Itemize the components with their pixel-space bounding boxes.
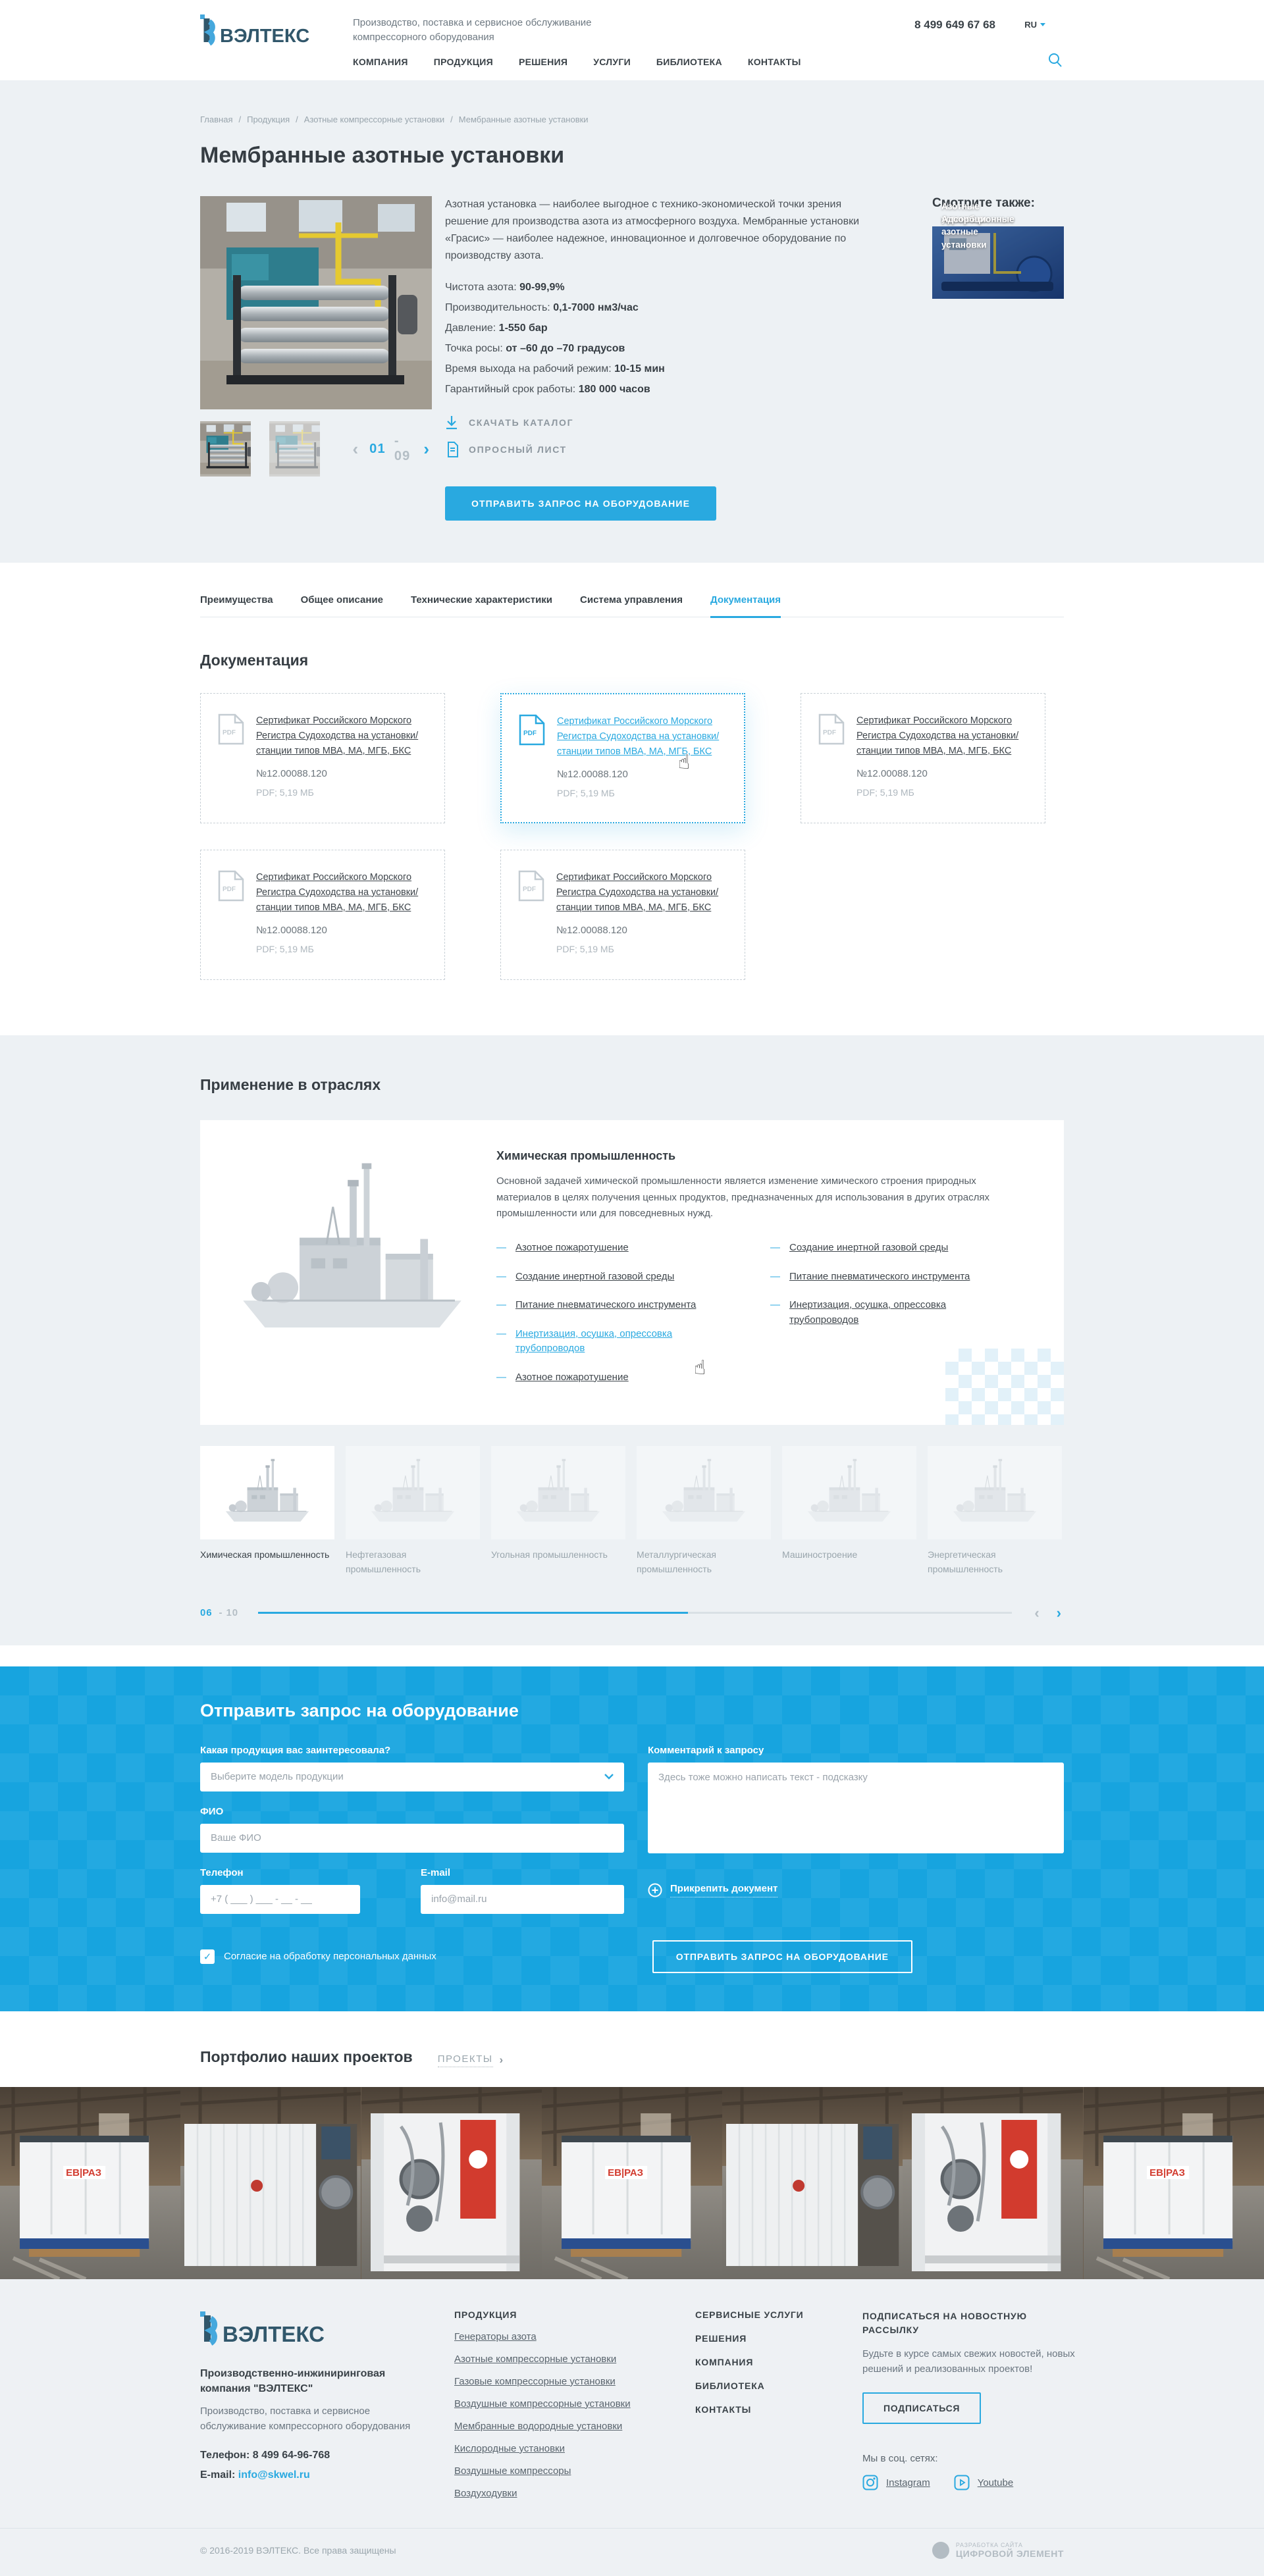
language-switcher[interactable] bbox=[1024, 20, 1045, 30]
youtube-icon bbox=[954, 2475, 970, 2490]
footer-email-link[interactable]: info@skwel.ru bbox=[238, 2469, 310, 2481]
industry-chemical[interactable]: Химическая промышленность bbox=[200, 1446, 334, 1576]
application-item: — Создание инертной газовой среды bbox=[770, 1241, 1007, 1256]
gallery-pagination bbox=[350, 434, 433, 464]
dash-bullet-icon bbox=[496, 1270, 506, 1285]
application-item: — Азотное пожаротушение bbox=[496, 1370, 733, 1385]
dash-bullet-icon bbox=[496, 1298, 506, 1313]
comment-field-label: Комментарий к запросу bbox=[648, 1744, 764, 1756]
footer-bottom-bar bbox=[0, 2528, 1264, 2576]
document-meta: PDF; 5,19 МБ bbox=[556, 944, 614, 955]
nav-item-contacts[interactable]: КОНТАКТЫ bbox=[747, 57, 801, 67]
project-photo[interactable] bbox=[0, 2087, 180, 2279]
nav-item-company[interactable]: КОМПАНИЯ bbox=[353, 57, 408, 67]
footer-logo[interactable] bbox=[200, 2309, 434, 2348]
document-meta: PDF; 5,19 МБ bbox=[256, 787, 314, 798]
subscribe-heading: ПОДПИСАТЬСЯ НА НОВОСТНУЮ РАССЫЛКУ bbox=[862, 2310, 1027, 2335]
document-card[interactable]: PDF Сертификат Российского Морского Регистра Судоходства на установки/станции типов МВА, МА, МГБ, БКС №12.00088.120 PDF; 5,19 МБ bbox=[500, 850, 745, 980]
product-hero-section bbox=[0, 80, 1264, 563]
footer-link-oxygen-units[interactable]: Кислородные установки bbox=[454, 2442, 565, 2454]
comment-field[interactable] bbox=[648, 1763, 1064, 1853]
pdf-file-icon bbox=[818, 713, 845, 745]
project-photo[interactable] bbox=[361, 2087, 542, 2279]
spec-capacity: Производительность: 0,1-7000 нм3/час bbox=[445, 301, 639, 313]
name-field-label: ФИО bbox=[200, 1805, 224, 1817]
product-select-label: Какая продукция вас заинтересовала? bbox=[200, 1744, 391, 1756]
spec-pressure: Давление: 1-550 бар bbox=[445, 322, 548, 334]
gallery-thumbnail-1[interactable] bbox=[200, 421, 251, 477]
document-meta: PDF; 5,19 МБ bbox=[557, 788, 615, 799]
industry-thumbnail-illustration bbox=[509, 1458, 608, 1527]
footer-email: E-mail: info@skwel.ru bbox=[200, 2469, 310, 2481]
product-gallery bbox=[200, 196, 432, 521]
dash-bullet-icon bbox=[770, 1270, 780, 1285]
industries-pagination bbox=[200, 1606, 1064, 1620]
breadcrumb bbox=[200, 115, 1064, 124]
svg-text:ВЭЛТЕКС: ВЭЛТЕКС bbox=[223, 2321, 325, 2346]
footer-link-air-compressor-units[interactable]: Воздушные компрессорные установки bbox=[454, 2398, 631, 2409]
product-model-select[interactable]: Выберите модель продукции bbox=[200, 1763, 624, 1791]
industry-coal[interactable]: Угольная промышленность bbox=[491, 1446, 625, 1576]
industries-carousel bbox=[200, 1446, 1064, 1576]
see-also-sidebar bbox=[932, 196, 1064, 521]
document-card[interactable]: PDF Сертификат Российского Морского Регистра Судоходства на установки/станции типов МВА, МА, МГБ, БКС №12.00088.120 PDF; 5,19 МБ bbox=[801, 693, 1045, 823]
dash-bullet-icon bbox=[496, 1327, 506, 1356]
industry-machinery[interactable]: Машиностроение bbox=[782, 1446, 916, 1576]
documents-grid bbox=[200, 693, 1064, 1035]
portfolio-heading: Портфолио наших проектов bbox=[200, 2048, 413, 2065]
gallery-thumbnail-2[interactable] bbox=[269, 421, 320, 477]
spec-startup-time: Время выхода на рабочий режим: 10-15 мин bbox=[445, 363, 665, 374]
gallery-prev-icon[interactable] bbox=[350, 440, 361, 457]
phone-field[interactable] bbox=[200, 1885, 360, 1914]
dash-bullet-icon bbox=[496, 1370, 506, 1385]
industry-oil-gas[interactable]: Нефтегазовая промышленность bbox=[346, 1446, 480, 1576]
nav-item-products[interactable]: ПРОДУКЦИЯ bbox=[433, 57, 493, 67]
dash-bullet-icon bbox=[770, 1298, 780, 1327]
main-nav bbox=[353, 57, 801, 67]
phone-field-label: Телефон bbox=[200, 1867, 244, 1878]
document-card[interactable]: PDF Сертификат Российского Морского Регистра Судоходства на установки/станции типов МВА, МА, МГБ, БКС №12.00088.120 PDF; 5,19 МБ bbox=[200, 693, 445, 823]
document-number: №12.00088.120 bbox=[557, 769, 628, 781]
email-field[interactable] bbox=[421, 1885, 624, 1914]
product-specs bbox=[445, 282, 886, 396]
spec-purity: Чистота азота: 90-99,9% bbox=[445, 281, 565, 293]
svg-text:PDF: PDF bbox=[823, 729, 836, 736]
instagram-link[interactable]: Instagram bbox=[862, 2475, 930, 2490]
industry-thumbnail-illustration bbox=[800, 1458, 899, 1527]
industries-heading: Применение в отраслях bbox=[200, 1075, 381, 1093]
application-item: — Питание пневматического инструмента bbox=[770, 1270, 1007, 1285]
subscribe-button[interactable]: ПОДПИСАТЬСЯ bbox=[862, 2392, 981, 2424]
see-also-heading: Смотрите также: bbox=[932, 196, 1035, 210]
industry-thumbnail-illustration bbox=[363, 1458, 462, 1527]
download-icon bbox=[445, 415, 458, 430]
carousel-prev-icon[interactable] bbox=[1032, 1606, 1041, 1620]
survey-sheet-link[interactable]: ОПРОСНЫЙ ЛИСТ bbox=[445, 442, 886, 457]
document-number: №12.00088.120 bbox=[256, 768, 327, 780]
page-title: Мембранные азотные установки bbox=[200, 143, 565, 168]
spec-dew-point: Точка росы: от –60 до –70 градусов bbox=[445, 342, 625, 354]
document-number: №12.00088.120 bbox=[256, 925, 327, 937]
download-catalog-link[interactable]: СКАЧАТЬ КАТАЛОГ bbox=[445, 415, 886, 430]
projects-link[interactable]: ПРОЕКТЫ › bbox=[438, 2053, 504, 2067]
footer-link-solutions[interactable]: РЕШЕНИЯ bbox=[695, 2332, 747, 2344]
document-number: №12.00088.120 bbox=[556, 925, 627, 937]
logo-icon bbox=[200, 13, 329, 47]
gallery-next-icon[interactable] bbox=[421, 440, 432, 457]
logo-icon bbox=[200, 2309, 352, 2348]
industry-thumbnail-illustration bbox=[945, 1458, 1044, 1527]
site-header bbox=[0, 0, 1264, 80]
document-card[interactable]: PDF Сертификат Российского Морского Регистра Судоходства на установки/станции типов МВА, МА, МГБ, БКС №12.00088.120 PDF; 5,19 МБ bbox=[200, 850, 445, 980]
pdf-file-icon bbox=[218, 713, 244, 745]
attach-plus-icon bbox=[648, 1883, 662, 1897]
industry-energy[interactable]: Энергетическая промышленность bbox=[928, 1446, 1062, 1576]
footer-link-air-compressors[interactable]: Воздушные компрессоры bbox=[454, 2465, 571, 2477]
gallery-current-page: 01 bbox=[369, 441, 386, 456]
breadcrumb-products[interactable]: / Продукция bbox=[232, 115, 290, 124]
pdf-file-icon bbox=[218, 870, 244, 902]
breadcrumb-current: / Мембранные азотные установки bbox=[444, 115, 588, 124]
site-footer bbox=[0, 2279, 1264, 2576]
instagram-icon bbox=[862, 2475, 878, 2490]
carousel-next-icon[interactable] bbox=[1054, 1606, 1064, 1620]
breadcrumb-home[interactable]: Главная bbox=[200, 115, 233, 124]
product-main-photo[interactable] bbox=[200, 196, 432, 409]
svg-text:PDF: PDF bbox=[223, 885, 236, 893]
breadcrumb-nitrogen-units[interactable]: / Азотные компрессорные установки bbox=[290, 115, 444, 124]
send-request-button[interactable]: ОТПРАВИТЬ ЗАПРОС НА ОБОРУДОВАНИЕ bbox=[445, 486, 716, 521]
spec-warranty: Гарантийный срок работы: 180 000 часов bbox=[445, 383, 650, 395]
project-photo[interactable] bbox=[903, 2087, 1083, 2279]
footer-link-gas-compressor-units[interactable]: Газовые компрессорные установки bbox=[454, 2375, 616, 2387]
carousel-current-page: 06 bbox=[200, 1607, 213, 1619]
product-info bbox=[432, 196, 932, 521]
subscribe-text: Будьте в курсе самых свежих новостей, новых решений и реализованных проектов! bbox=[862, 2348, 1075, 2375]
pdf-file-icon bbox=[519, 714, 545, 746]
chevron-right-icon bbox=[500, 2053, 504, 2067]
copyright: © 2016-2019 ВЭЛТЕКС. Все права защищены bbox=[200, 2544, 396, 2556]
footer-link-membrane-hydrogen-units[interactable]: Мембранные водородные установки bbox=[454, 2420, 623, 2432]
request-form-heading: Отправить запрос на оборудование bbox=[200, 1700, 519, 1720]
application-item: — Питание пневматического инструмента bbox=[496, 1298, 733, 1313]
consent-label: Согласие на обработку персональных данных bbox=[224, 1951, 436, 1963]
header-phone[interactable]: 8 499 649 67 68 bbox=[914, 18, 995, 31]
footer-products-title: ПРОДУКЦИЯ bbox=[454, 2309, 517, 2320]
youtube-link[interactable]: Youtube bbox=[954, 2475, 1014, 2490]
search-button[interactable] bbox=[1048, 53, 1063, 69]
industry-detail-card bbox=[200, 1120, 1064, 1426]
svg-text:PDF: PDF bbox=[523, 885, 536, 893]
submit-request-button[interactable]: ОТПРАВИТЬ ЗАПРОС НА ОБОРУДОВАНИЕ bbox=[652, 1940, 912, 1973]
industry-metallurgy[interactable]: Металлургическая промышленность bbox=[637, 1446, 771, 1576]
svg-text:PDF: PDF bbox=[523, 729, 537, 737]
footer-link-nitrogen-generators[interactable]: Генераторы азота bbox=[454, 2331, 537, 2342]
questionnaire-icon bbox=[445, 442, 458, 457]
developer-credit[interactable]: РАЗРАБОТКА САЙТА ЦИФРОВОЙ ЭЛЕМЕНТ bbox=[932, 2542, 1064, 2559]
footer-link-blowers[interactable]: Воздуходувки bbox=[454, 2487, 517, 2499]
developer-logo-icon bbox=[932, 2542, 949, 2559]
checkbox-checked-icon[interactable] bbox=[200, 1949, 215, 1964]
dash-bullet-icon bbox=[770, 1241, 780, 1256]
dash-bullet-icon bbox=[496, 1241, 506, 1256]
footer-company-name: Производственно-инжиниринговая компания "ВЭЛТЕКС" bbox=[200, 2367, 386, 2394]
tab-documentation[interactable]: Документация bbox=[710, 594, 781, 617]
document-meta: PDF; 5,19 МБ bbox=[856, 787, 914, 798]
tab-specifications[interactable]: Технические характеристики bbox=[411, 594, 552, 617]
pdf-file-icon bbox=[518, 870, 544, 902]
project-photo[interactable] bbox=[542, 2087, 722, 2279]
footer-link-library[interactable]: БИБЛИОТЕКА bbox=[695, 2380, 765, 2391]
footer-link-nitrogen-compressor-units[interactable]: Азотные компрессорные установки bbox=[454, 2353, 617, 2365]
social-title: Мы в соц. сетях: bbox=[862, 2453, 938, 2465]
language-label: RU bbox=[1024, 20, 1037, 30]
header-tagline: Производство, поставка и сервисное обслуживание компрессорного оборудования bbox=[353, 17, 592, 43]
product-tabs bbox=[200, 594, 1064, 617]
company-logo[interactable] bbox=[200, 13, 329, 47]
footer-company-description: Производство, поставка и сервисное обслуживание компрессорного оборудования bbox=[200, 2406, 411, 2432]
tab-general-description[interactable]: Общее описание bbox=[301, 594, 383, 617]
application-item: — Азотное пожаротушение bbox=[496, 1241, 733, 1256]
industry-thumbnail-illustration bbox=[654, 1458, 753, 1527]
industries-section bbox=[0, 1035, 1264, 1645]
product-description: Азотная установка — наиболее выгодное с технико-экономической точки зрения решение для производства азота из атмосферного воздуха. Мембранные установки «Грасис» — наиболее надежное, инновационное и долговечное оборудование по производству азота. bbox=[445, 199, 859, 261]
project-photo[interactable] bbox=[722, 2087, 903, 2279]
document-card-hovered[interactable]: PDF Сертификат Российского Морского Регистра Судоходства на установки/станции типов МВА, МА, МГБ, БКС №12.00088.120 PDF; 5,19 МБ ☝ bbox=[500, 693, 745, 823]
email-field-label: E-mail bbox=[421, 1867, 451, 1878]
carousel-total-pages: - 10 bbox=[219, 1607, 238, 1618]
project-photo[interactable] bbox=[180, 2087, 361, 2279]
application-item: — Создание инертной газовой среды bbox=[496, 1270, 733, 1285]
svg-text:PDF: PDF bbox=[223, 729, 236, 736]
application-item: — Инертизация, осушка, опрессовка трубопроводов bbox=[770, 1298, 1007, 1327]
industry-description: Основной задачей химической промышленности является изменение химического строения природных материалов в целях получения ценных продуктов, предназначенных для использования в других отраслях промышленности или для повседневных нужд. bbox=[496, 1175, 989, 1220]
footer-link-contacts[interactable]: КОНТАКТЫ bbox=[695, 2404, 752, 2415]
chevron-down-icon bbox=[1040, 23, 1045, 26]
search-icon bbox=[1048, 53, 1063, 67]
industry-name: Химическая промышленность bbox=[496, 1148, 676, 1162]
name-field[interactable] bbox=[200, 1824, 624, 1853]
tab-control-system[interactable]: Система управления bbox=[580, 594, 683, 617]
documentation-heading: Документация bbox=[200, 651, 309, 669]
project-photo[interactable] bbox=[1084, 2087, 1264, 2279]
document-number: №12.00088.120 bbox=[856, 768, 928, 780]
footer-link-service[interactable]: СЕРВИСНЫЕ УСЛУГИ bbox=[695, 2309, 804, 2320]
portfolio-photo-strip bbox=[0, 2087, 1264, 2279]
chemical-plant-illustration bbox=[224, 1140, 481, 1364]
gallery-total-pages: - 09 bbox=[394, 434, 413, 464]
footer-phone: Телефон: 8 499 64-96-768 bbox=[200, 2450, 330, 2461]
product-details-section bbox=[0, 563, 1264, 1035]
attach-document-link[interactable]: Прикрепить документ bbox=[670, 1883, 777, 1897]
nav-item-services[interactable]: УСЛУГИ bbox=[593, 57, 631, 67]
request-form-section bbox=[0, 1666, 1264, 2011]
portfolio-section bbox=[0, 2011, 1264, 2279]
pixel-pattern-decoration bbox=[945, 1349, 1064, 1425]
application-item-hovered: — Инертизация, осушка, опрессовка трубопроводов bbox=[496, 1327, 733, 1356]
document-meta: PDF; 5,19 МБ bbox=[256, 944, 314, 955]
nav-item-library[interactable]: БИБЛИОТЕКА bbox=[656, 57, 722, 67]
tab-advantages[interactable]: Преимущества bbox=[200, 594, 273, 617]
nav-item-solutions[interactable]: РЕШЕНИЯ bbox=[518, 57, 568, 67]
footer-link-company[interactable]: КОМПАНИЯ bbox=[695, 2356, 754, 2367]
carousel-progress-bar bbox=[258, 1612, 1012, 1614]
svg-text:ВЭЛТЕКС: ВЭЛТЕКС bbox=[220, 26, 310, 47]
chevron-down-icon bbox=[604, 1774, 614, 1780]
consent-checkbox-row[interactable] bbox=[200, 1949, 436, 1964]
industry-thumbnail-illustration bbox=[218, 1458, 317, 1527]
